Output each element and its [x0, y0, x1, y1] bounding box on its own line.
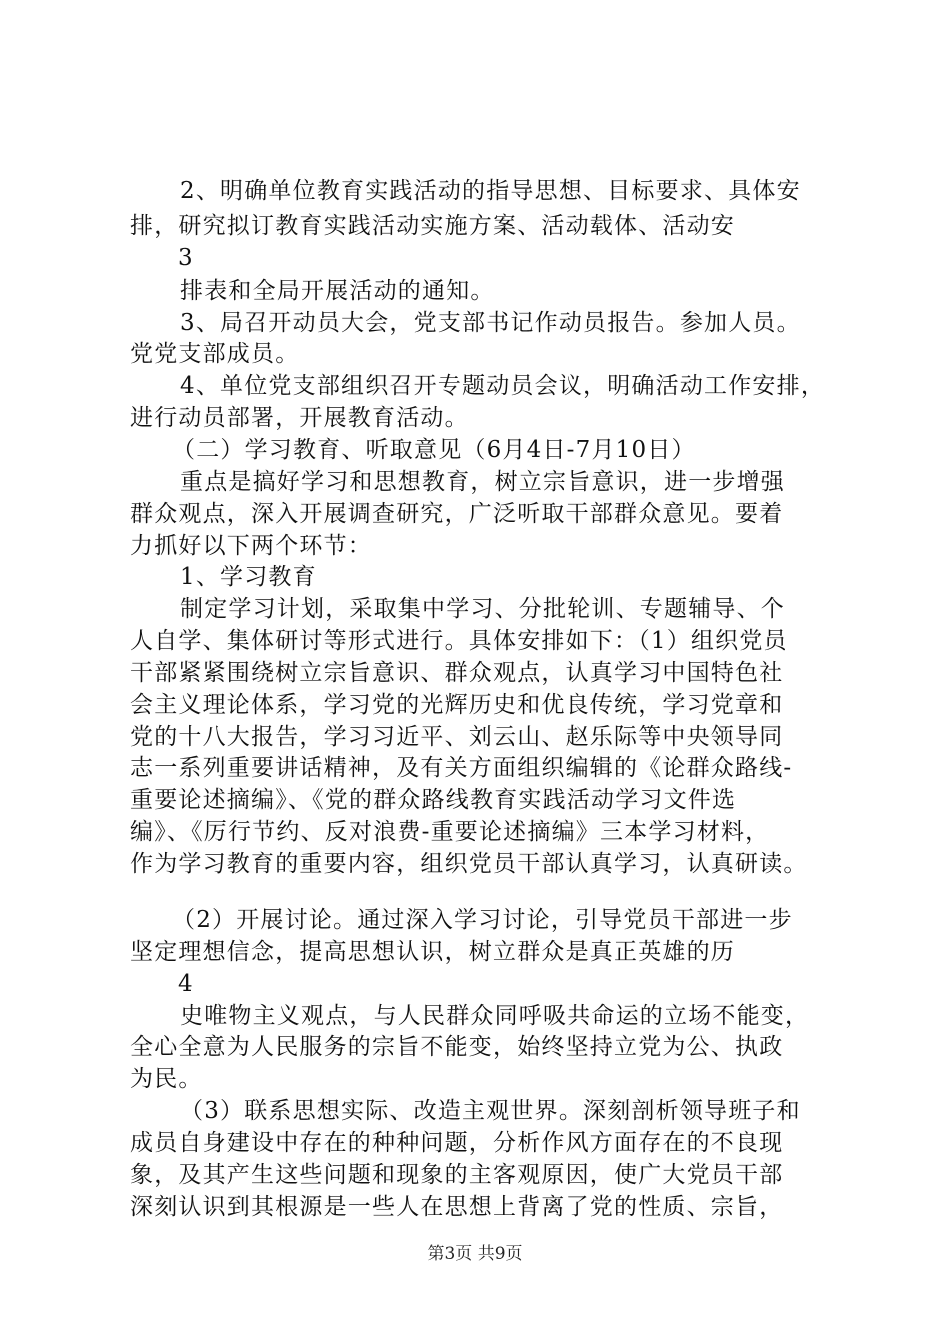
text-line: 重点是搞好学习和思想教育，树立宗旨意识，进一步增强 [180, 469, 785, 495]
page-footer: 第3页 共9页 [427, 1244, 523, 1264]
text-line: 人自学、集体研讨等形式进行。具体安排如下：（1）组织党员 [130, 628, 788, 654]
text-line: 深刻认识到其根源是一些人在思想上背离了党的性质、宗旨， [130, 1194, 784, 1220]
text-line: 象，及其产生这些问题和现象的主客观原因，使广大党员干部 [130, 1162, 784, 1188]
text-line: 志一系列重要讲话精神，及有关方面组织编辑的《论群众路线- [130, 755, 793, 781]
text-line: 3、局召开动员大会，党支部书记作动员报告。参加人员。 [180, 310, 801, 336]
text-line: 排表和全局开展活动的通知。 [180, 278, 495, 304]
text-line: 力抓好以下两个环节： [130, 533, 372, 559]
text-line: 2、明确单位教育实践活动的指导思想、目标要求、具体安 [180, 178, 801, 204]
page-number-marker: 3 [178, 245, 194, 271]
text-line: 会主义理论体系，学习党的光辉历史和优良传统，学习党章和 [130, 692, 784, 718]
text-line: 为民。 [130, 1066, 203, 1092]
text-line: （3）联系思想实际、改造主观世界。深刻剖析领导班子和 [180, 1098, 801, 1124]
text-line: 作为学习教育的重要内容，组织党员干部认真学习，认真研读。 [130, 851, 808, 877]
text-line: 群众观点，深入开展调查研究，广泛听取干部群众意见。要着 [130, 501, 784, 527]
text-line: 干部紧紧围绕树立宗旨意识、群众观点，认真学习中国特色社 [130, 660, 784, 686]
text-line: （2）开展讨论。通过深入学习讨论，引导党员干部进一步 [172, 907, 793, 933]
subsection-heading: 1、学习教育 [180, 564, 317, 590]
text-line: 排，研究拟订教育实践活动实施方案、活动载体、活动安 [130, 213, 735, 239]
section-heading: （二）学习教育、听取意见（6月4日-7月10日） [172, 437, 696, 463]
text-line: 全心全意为人民服务的宗旨不能变，始终坚持立党为公、执政 [130, 1034, 784, 1060]
text-line: 重要论述摘编》、《党的群众路线教育实践活动学习文件选 [130, 787, 737, 813]
text-line: 进行动员部署，开展教育活动。 [130, 405, 469, 431]
text-line: 编》、《厉行节约、反对浪费-重要论述摘编》三本学习材料， [130, 819, 770, 845]
text-line: 党的十八大报告，学习习近平、刘云山、赵乐际等中央领导同 [130, 724, 784, 750]
text-line: 史唯物主义观点，与人民群众同呼吸共命运的立场不能变， [180, 1003, 810, 1029]
text-line: 坚定理想信念，提高思想认识，树立群众是真正英雄的历 [130, 939, 735, 965]
text-line: 成员自身建设中存在的种种问题，分析作风方面存在的不良现 [130, 1130, 784, 1156]
text-line: 4、单位党支部组织召开专题动员会议，明确活动工作安排， [180, 373, 826, 399]
text-line: 党党支部成员。 [130, 341, 300, 367]
page-number-marker: 4 [178, 971, 194, 997]
text-line: 制定学习计划，采取集中学习、分批轮训、专题辅导、个 [180, 596, 785, 622]
